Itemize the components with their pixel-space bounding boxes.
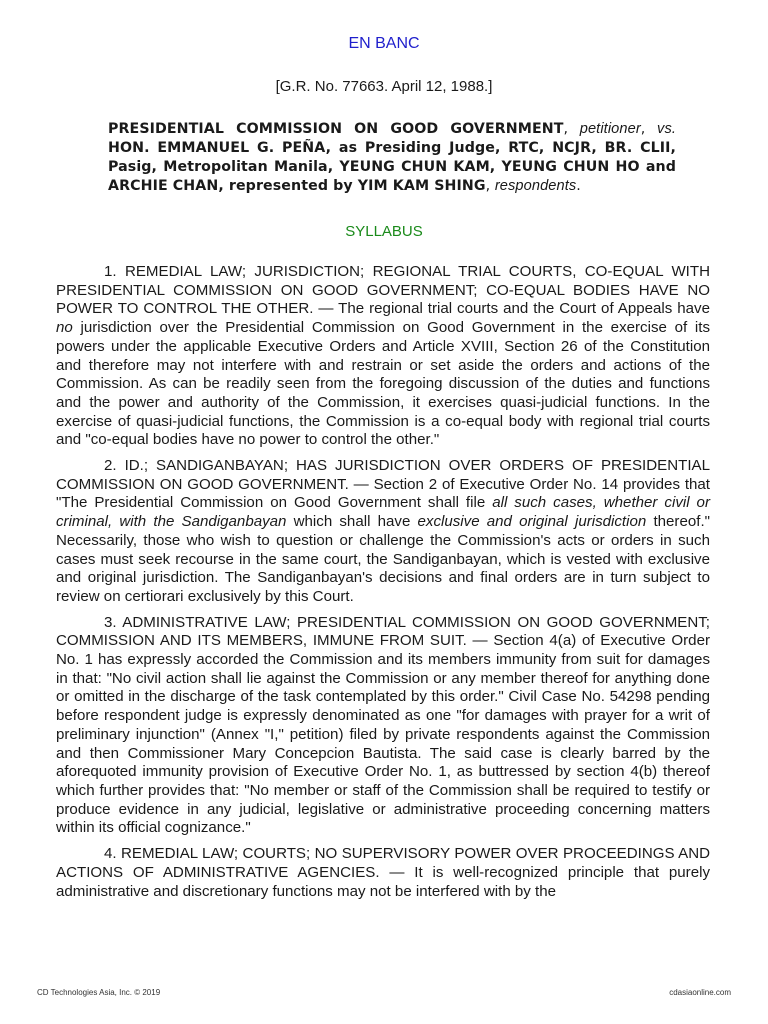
footer-copyright: CD Technologies Asia, Inc. © 2019 — [37, 988, 161, 997]
syllabus-paragraph: 1. REMEDIAL LAW; JURISDICTION; REGIONAL TRIAL COURTS, CO-EQUAL WITH PRESIDENTIAL COMMISSION ON GOOD GOVERNMENT; CO-EQUAL BODIES HAVE NO POWER TO CONTROL THE OTHER. — The regional trial courts and the Court of Appeals have no jurisdiction over the Presidential Commission on Good Government in the exercise of its powers under the applicable Executive Orders and Article XVIII, Section 26 of the Constitution and therefore may not interfere with and restrain or set aside the orders and actions of the Commission. As can be readily seen from the foregoing discussion of the duties and functions and the power and authority of the Commission, it exercises quasi-judicial functions. In the exercise of quasi-judicial functions, the Commission is a co-equal body with regional trial courts and "co-equal bodies have no power to control the other." — [56, 263, 710, 449]
court-division-heading: EN BANC — [348, 35, 420, 52]
syllabus-body — [56, 263, 710, 901]
case-parties: PRESIDENTIAL COMMISSION ON GOOD GOVERNMENT, petitioner, vs. HON. EMMANUEL G. PEÑA, as Presiding Judge, RTC, NCJR, BR. CLII, Pasig, Metropolitan Manila, YEUNG CHUN KAM, YEUNG CHUN HO and ARCHIE CHAN, represented by YIM KAM SHING, respondents. — [108, 121, 676, 194]
case-number: [G.R. No. 77663. April 12, 1988.] — [275, 78, 493, 95]
emphasis-text: exclusive and original jurisdiction — [417, 513, 647, 531]
syllabus-paragraph: 2. ID.; SANDIGANBAYAN; HAS JURISDICTION OVER ORDERS OF PRESIDENTIAL COMMISSION ON GOOD GOVERNMENT. — Section 2 of Executive Order No. 14 provides that "The Presidential Commission on Good Government shall file all such cases, whether civil or criminal, with the Sandiganbayan which shall have exclusive and original jurisdiction thereof." Necessarily, those who wish to question or challenge the Commission's acts or orders in such cases must seek recourse in the same court, the Sandiganbayan, which is vested with exclusive and original jurisdiction. The Sandiganbayan's decisions and final orders are in turn subject to review on certiorari exclusively by this Court. — [56, 457, 710, 605]
page-footer — [37, 988, 731, 1002]
syllabus-heading: SYLLABUS — [345, 223, 423, 240]
respondents-role: respondents — [494, 178, 577, 194]
syllabus-paragraph: 3. ADMINISTRATIVE LAW; PRESIDENTIAL COMMISSION ON GOOD GOVERNMENT; COMMISSION AND ITS MEMBERS, IMMUNE FROM SUIT. — Section 4(a) of Executive Order No. 1 has expressly accorded the Commission and its members immunity from suit for damages in that: "No civil action shall lie against the Commission or any member thereof for anything done or omitted in the discharge of the task contemplated by this order." Civil Case No. 54298 pending before respondent judge is expressly denominated as one "for damages with prayer for a writ of preliminary injunction" (Annex "I," petition) filed by private respondents against the Commission and then Commissioner Mary Concepcion Bautista. The said case is clearly barred by the aforequoted immunity provision of Executive Order No. 1, as buttressed by section 4(b) thereof which further provides that: "No member or staff of the Commission shall be required to testify or produce evidence in any judicial, legislative or administrative proceeding concerning matters within its official cognizance." — [56, 613, 710, 837]
emphasis-text: all such cases, whether civil or criminal, with the Sandiganbayan — [56, 494, 710, 531]
versus-label: vs. — [657, 121, 676, 137]
respondents-names: HON. EMMANUEL G. PEÑA, as Presiding Judge, RTC, NCJR, BR. CLII, Pasig, Metropolitan Manila, YEUNG CHUN KAM, YEUNG CHUN HO and ARCHIE CHAN, represented by YIM KAM SHING — [108, 140, 676, 194]
footer-website: cdasiaonline.com — [669, 988, 731, 997]
petitioner-name: PRESIDENTIAL COMMISSION ON GOOD GOVERNMENT — [108, 121, 564, 137]
emphasis-text: no — [56, 319, 73, 337]
syllabus-paragraph: 4. REMEDIAL LAW; COURTS; NO SUPERVISORY POWER OVER PROCEEDINGS AND ACTIONS OF ADMINISTRATIVE AGENCIES. — It is well-recognized principle that purely administrative and discretionary functions may not be interfered with by the — [56, 845, 710, 900]
petitioner-role: petitioner — [579, 121, 641, 137]
